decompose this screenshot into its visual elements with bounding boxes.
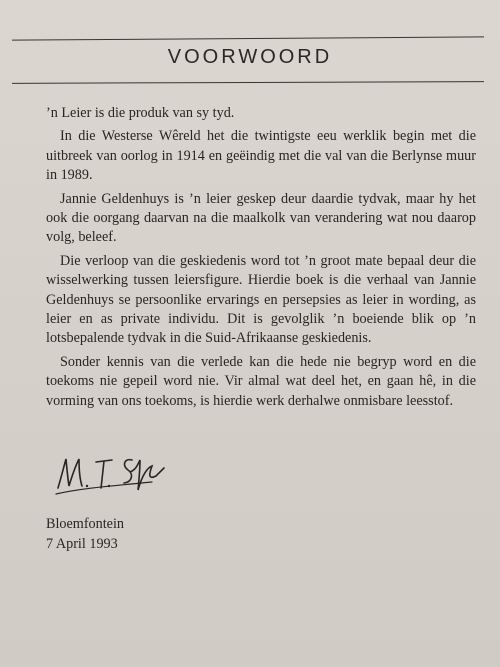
paragraph-2: In die Westerse Wêreld het die twintigste eeu werklik begin met die uitbreek van oorlog in 1914 en geëindig met die val van die Berlynse muur in 1989. — [46, 128, 476, 184]
place-name: Bloemfontein — [46, 516, 125, 532]
paragraph-5: Sonder kennis van die verlede kan die hede nie begryp word en die toekoms nie gepeil word nie. Vir almal wat deel het, en gaan hê, in die vorming van ons toekoms, is hierdie werk derhalwe onmisbare leesstof. — [46, 353, 476, 409]
paragraph-4: Die verloop van die geskiedenis word tot ’n groot mate bepaal deur die wisselwerking tussen leiersfigure. Hierdie boek is die verhaal van Jannie Geldenhuys se persoonlike ervarings en persepsies as leier in wording, as leier en as private individu. Dit is gevolglik ’n boeiende blik op ’n lotsbepalende tydvak in die Suid-Afrikaanse geskiedenis. — [46, 252, 476, 347]
bottom-rule — [12, 81, 484, 84]
page-heading: VOORWOORD — [167, 46, 333, 68]
top-rule — [12, 36, 484, 40]
paragraph-1: ’n Leier is die produk van sy tyd. — [46, 105, 235, 121]
foreword-text — [46, 104, 476, 415]
paragraph-3: Jannie Geldenhuys is ’n leier geskep deur daardie tydvak, maar hy het ook die oorgang daarvan na die maalkolk van verandering wat nou daarop volg, beleef. — [46, 190, 476, 246]
signature-icon — [52, 450, 167, 496]
date: 7 April 1993 — [46, 535, 118, 552]
place-date — [46, 515, 124, 554]
